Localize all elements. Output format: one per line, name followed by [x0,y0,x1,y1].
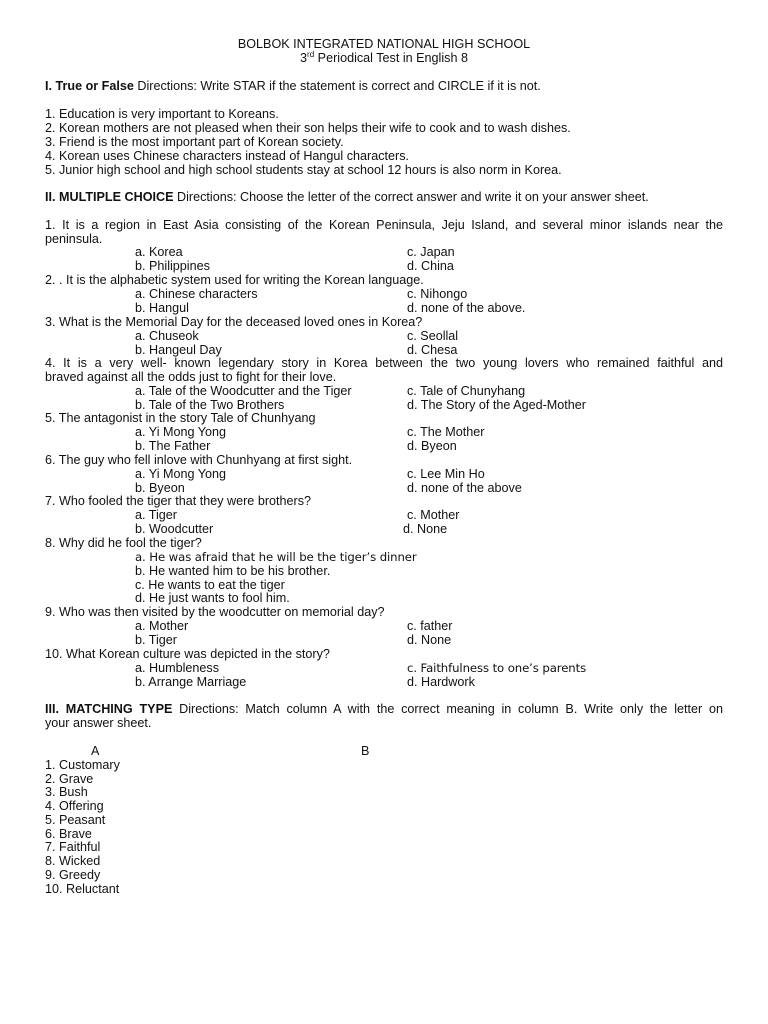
mc-question-4-line-2: braved against all the odds just to fight for their love. [45,370,337,384]
mc-directions-line [45,191,649,205]
mc-question-8: 8. Why did he fool the tiger? [45,536,202,550]
mc-q2-option-b: b. Hangul [135,301,189,315]
mc-question-3: 3. What is the Memorial Day for the deceased loved ones in Korea? [45,315,423,329]
school-name: BOLBOK INTEGRATED NATIONAL HIGH SCHOOL [237,37,531,51]
mc-q3-option-c: c. Seollal [407,329,459,343]
mt-heading: III. MATCHING TYPE [45,702,173,716]
mc-directions: Directions: Choose the letter of the correct answer and write it on your answer sheet. [173,190,649,204]
mc-q9-option-a: a. Mother [135,619,189,633]
mc-question-9: 9. Who was then visited by the woodcutter on memorial day? [45,605,385,619]
mc-q10-option-c: c. Faithfulness to one’s parents [407,661,587,675]
tf-item-2: 2. Korean mothers are not pleased when their son helps their wife to cook and to wash dishes. [45,121,571,135]
tf-item-1: 1. Education is very important to Koreans. [45,107,279,121]
mc-q3-option-b: b. Hangeul Day [135,343,222,357]
mc-q3-option-a: a. Chuseok [135,329,199,343]
test-title-rest: Periodical Test in English 8 [314,51,468,65]
mc-q7-option-c: c. Mother [407,508,460,522]
mt-item-10: 10. Reluctant [45,882,120,896]
mc-question-1-line-1: 1. It is a region in East Asia consisting of the Korean Peninsula, Jeju Island, and several minor islands near the [45,218,723,232]
tf-item-4: 4. Korean uses Chinese characters instead of Hangul characters. [45,149,410,163]
column-a-heading: A [91,744,100,758]
mt-directions: Directions: Match column A with the correct meaning in column B. Write only the letter on [172,702,723,716]
mc-q9-option-c: c. father [407,619,453,633]
mc-q1-option-c: c. Japan [407,245,455,259]
test-title [0,52,768,66]
mc-q10-option-b: b. Arrange Marriage [135,675,247,689]
mt-item-1: 1. Customary [45,758,120,772]
mt-item-4: 4. Offering [45,799,104,813]
tf-directions-line [45,80,541,94]
mc-q2-option-d: d. none of the above. [407,301,526,315]
mc-q6-option-d: d. none of the above [407,481,522,495]
mc-q7-option-b: b. Woodcutter [135,522,214,536]
mt-item-7: 7. Faithful [45,840,101,854]
mc-q10-option-d: d. Hardwork [407,675,475,689]
mc-q3-option-d: d. Chesa [407,343,458,357]
test-ordinal-suffix: rd [307,50,315,59]
mc-q7-option-a: a. Tiger [135,508,177,522]
mc-q5-option-d: d. Byeon [407,439,457,453]
column-b-heading: B [361,744,370,758]
mt-item-2: 2. Grave [45,772,94,786]
tf-directions: Directions: Write STAR if the statement is correct and CIRCLE if it is not. [133,79,541,93]
mc-q8-option-d: d. He just wants to fool him. [135,591,290,605]
mc-q4-option-d: d. The Story of the Aged-Mother [407,398,586,412]
mt-item-9: 9. Greedy [45,868,101,882]
mc-q4-option-c: c. Tale of Chunyhang [407,384,526,398]
mc-q4-option-b: b. Tale of the Two Brothers [135,398,285,412]
mc-question-4-line-1: 4. It is a very well- known legendary story in Korea between the two young lovers who remained faithful and [45,356,723,370]
mc-q6-option-c: c. Lee Min Ho [407,467,485,481]
mc-q9-option-d: d. None [407,633,452,647]
mt-item-3: 3. Bush [45,785,88,799]
mc-question-2: 2. . It is the alphabetic system used for writing the Korean language. [45,273,424,287]
mc-q4-option-a: a. Tale of the Woodcutter and the Tiger [135,384,352,398]
mc-q8-option-c: c. He wants to eat the tiger [135,578,285,592]
mc-question-6: 6. The guy who fell inlove with Chunhyang at first sight. [45,453,353,467]
mt-item-5: 5. Peasant [45,813,106,827]
mc-q9-option-b: b. Tiger [135,633,177,647]
mc-question-7: 7. Who fooled the tiger that they were brothers? [45,494,312,508]
mc-q5-option-a: a. Yi Mong Yong [135,425,227,439]
mc-q5-option-b: b. The Father [135,439,211,453]
tf-item-3: 3. Friend is the most important part of Korean society. [45,135,344,149]
mt-directions-line-1 [45,703,723,717]
mt-directions-line-2: your answer sheet. [45,716,152,730]
mc-q8-option-a: a. He was afraid that he will be the tiger’s dinner [135,550,417,564]
mc-q10-option-a: a. Humbleness [135,661,219,675]
tf-heading: I. True or False [45,79,134,93]
mt-item-6: 6. Brave [45,827,92,841]
mc-question-1-line-2: peninsula. [45,232,103,246]
mt-item-8: 8. Wicked [45,854,101,868]
mc-question-10: 10. What Korean culture was depicted in the story? [45,647,330,661]
mc-q1-option-b: b. Philippines [135,259,210,273]
mc-q6-option-a: a. Yi Mong Yong [135,467,227,481]
test-number: 3 [300,51,308,65]
mc-heading: II. MULTIPLE CHOICE [45,190,174,204]
mc-q6-option-b: b. Byeon [135,481,185,495]
mc-q8-option-b: b. He wanted him to be his brother. [135,564,331,578]
mc-q2-option-c: c. Nihongo [407,287,468,301]
mc-q1-option-d: d. China [407,259,454,273]
mc-question-5: 5. The antagonist in the story Tale of Chunhyang [45,411,316,425]
mc-q7-option-d: d. None [403,522,448,536]
mc-q2-option-a: a. Chinese characters [135,287,258,301]
mc-q1-option-a: a. Korea [135,245,183,259]
mc-q5-option-c: c. The Mother [407,425,485,439]
tf-item-5: 5. Junior high school and high school students stay at school 12 hours is also norm in Korea. [45,163,562,177]
